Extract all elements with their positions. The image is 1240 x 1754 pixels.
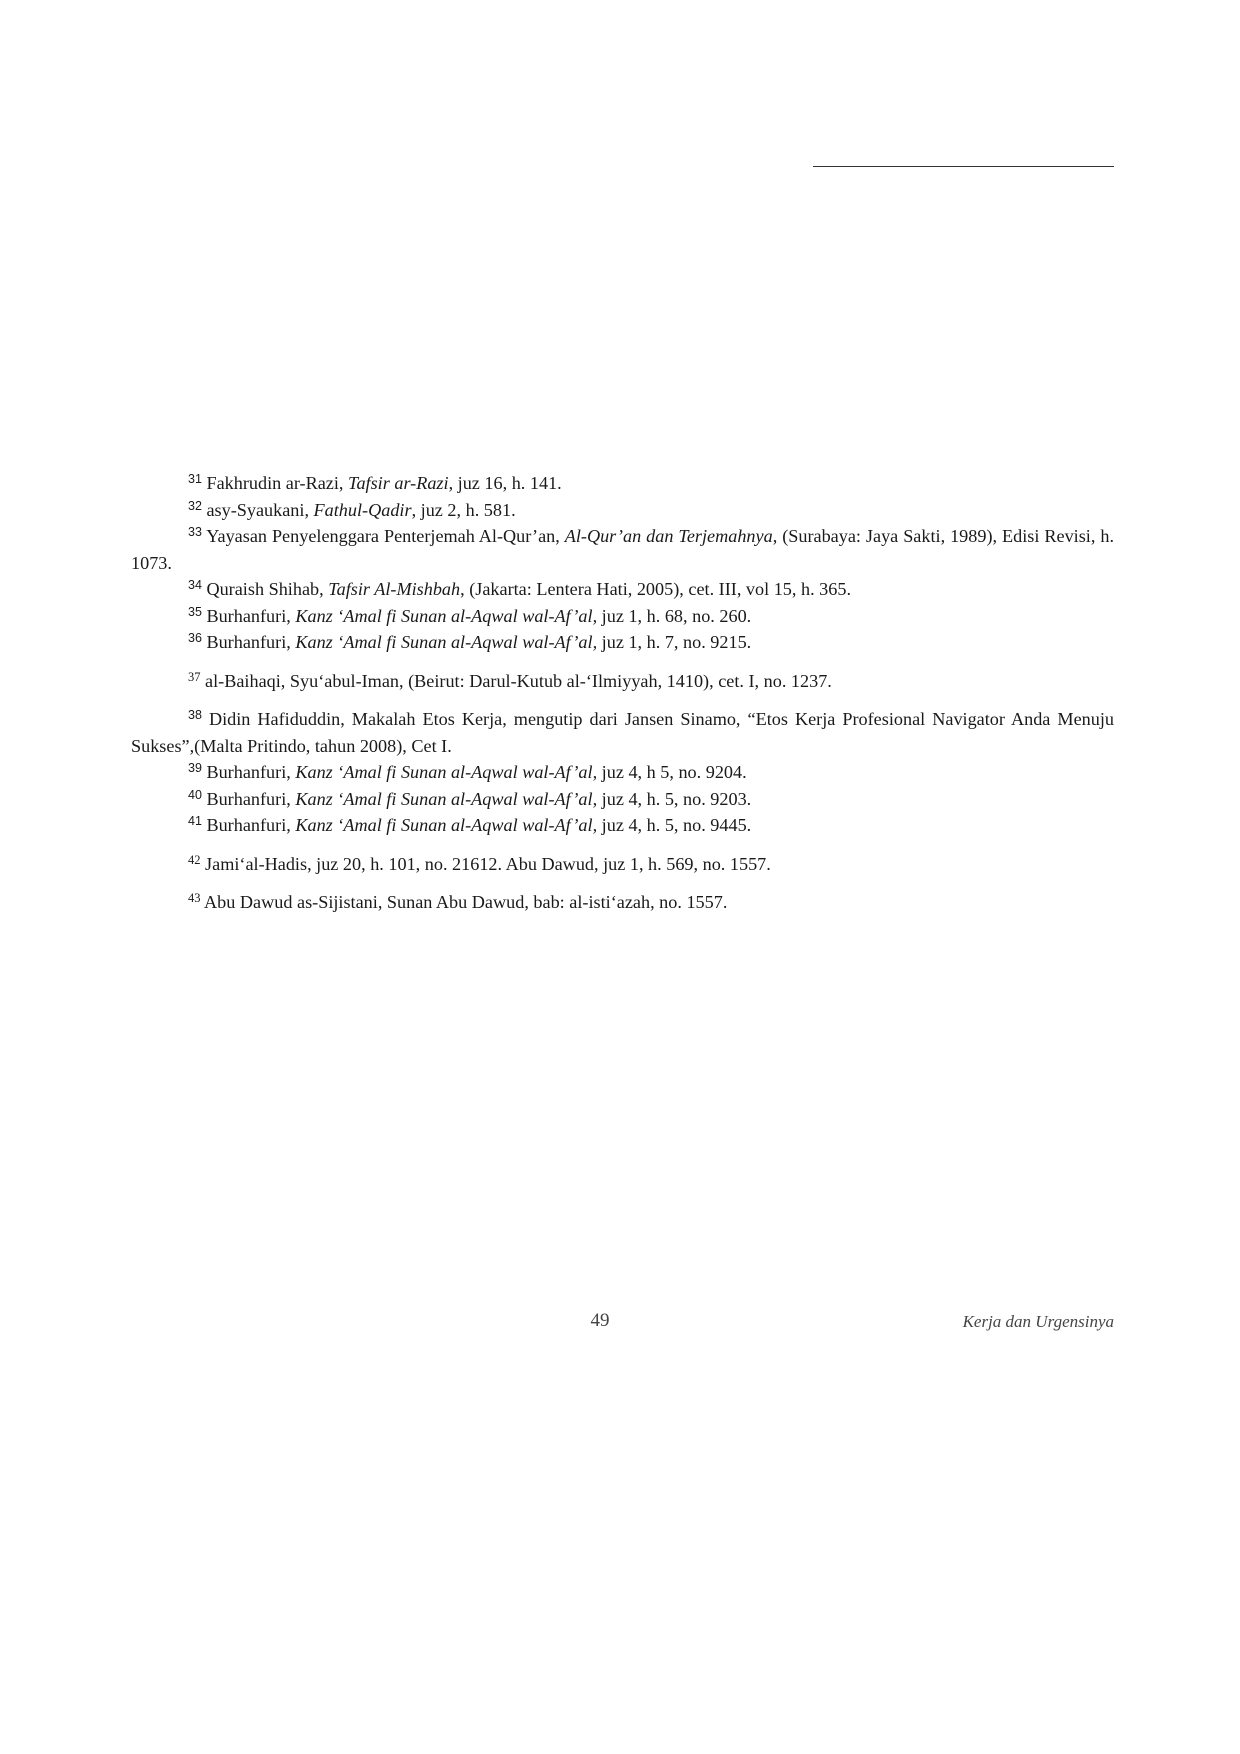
footnote-number: 31 <box>188 472 202 486</box>
footnote-36: $^{36}$ Burhanfuri, Kanz ‘Amal fi Sunan al-Aqwal wal-Af’al, juz 1, h. 7, no. 9215. <box>188 631 752 652</box>
footnote-number: 43 <box>188 891 201 905</box>
footnote-number: 41 <box>188 814 202 828</box>
footnote-38: $^{38}$ Didin Hafiduddin, Makalah Etos Kerja, mengutip dari Jansen Sinamo, “Etos Kerja Profesional Navigator Anda Menuju Sukses”,(Malta Pritindo, tahun 2008), Cet I. <box>131 708 1114 756</box>
footnote-number: 33 <box>188 525 202 539</box>
running-title: Kerja dan Urgensinya <box>962 1312 1114 1331</box>
footnote-number: 38 <box>188 708 202 722</box>
footnote-34: $^{34}$ Quraish Shihab, Tafsir Al-Mishbah, (Jakarta: Lentera Hati, 2005), cet. III, vol 15, h. 365. <box>188 578 852 599</box>
footnote-number: 32 <box>188 498 202 513</box>
footnote-40: $^{40}$ Burhanfuri, Kanz ‘Amal fi Sunan al-Aqwal wal-Af’al, juz 4, h. 5, no. 9203. <box>188 787 752 809</box>
footnote-42: $^{42}$ Jami‘al-Hadis, juz 20, h. 101, no. 21612. Abu Dawud, juz 1, h. 569, no. 1557. <box>188 852 771 874</box>
footnote-number: 40 <box>188 787 202 802</box>
footnote-number: 39 <box>188 761 202 775</box>
footnote-separator-rule <box>813 166 1114 167</box>
page-number: 49 <box>590 1310 610 1331</box>
footnote-number: 42 <box>188 852 201 867</box>
footnote-35: $^{35}$ Burhanfuri, Kanz ‘Amal fi Sunan al-Aqwal wal-Af’al, juz 1, h. 68, no. 260. <box>188 604 752 626</box>
footnote-number: 37 <box>188 669 201 684</box>
footnote-41: $^{41}$ Burhanfuri, Kanz ‘Amal fi Sunan al-Aqwal wal-Af’al, juz 4, h. 5, no. 9445. <box>188 814 752 835</box>
footnote-number: 36 <box>188 631 202 645</box>
footnote-33: $^{33}$ Yayasan Penyelenggara Penterjemah Al-Qur’an, Al-Qur’an dan Terjemahnya, (Surabaya: Jaya Sakti, 1989), Edisi Revisi, h. 1073. <box>131 525 1114 573</box>
footnote-37: $^{37}$ al-Baihaqi, Syu‘abul-Iman, (Beirut: Darul-Kutub al-‘Ilmiyyah, 1410), cet. I, no. 1237. <box>188 669 832 691</box>
footnote-39: $^{39}$ Burhanfuri, Kanz ‘Amal fi Sunan al-Aqwal wal-Af’al, juz 4, h 5, no. 9204. <box>188 761 747 782</box>
footnote-32: $^{32}$ asy-Syaukani, Fathul-Qadir, juz 2, h. 581. <box>188 498 516 520</box>
footnote-43: $^{43}$ Abu Dawud as-Sijistani, Sunan Abu Dawud, bab: al-isti‘azah, no. 1557. <box>188 891 728 912</box>
footnote-number: 35 <box>188 604 202 619</box>
footnote-31: $^{31}$ Fakhrudin ar-Razi, Tafsir ar-Razi, juz 16, h. 141. <box>188 472 562 493</box>
footnote-number: 34 <box>188 578 202 592</box>
footnotes-section <box>131 470 1114 916</box>
